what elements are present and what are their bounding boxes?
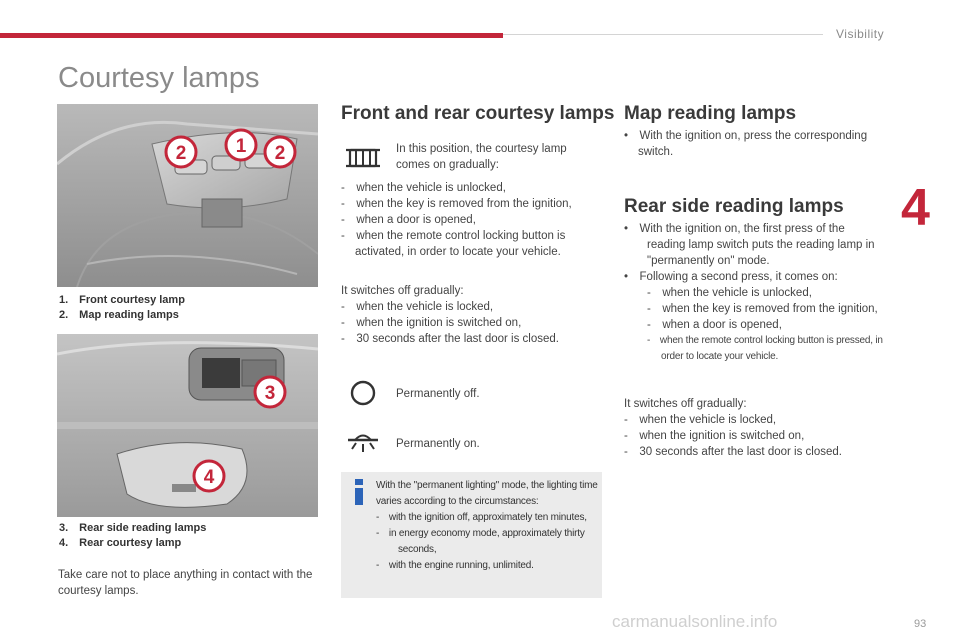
front-rear-heading: Front and rear courtesy lamps [341, 103, 615, 124]
list-title: It switches off gradually: [624, 398, 747, 410]
on-conditions-list [341, 180, 603, 260]
header-accent-bar [0, 33, 503, 38]
photo2-caption [59, 521, 206, 551]
front-lamp-photo [57, 104, 318, 287]
list-item: - when the ignition is switched on, [341, 317, 522, 329]
rear-lamp-illustration [57, 334, 318, 517]
front-lamp-illustration [57, 104, 318, 287]
lamp-on-icon [344, 428, 382, 458]
list-item: - when the key is removed from the ignition, [647, 303, 878, 315]
photo1-caption [59, 293, 185, 323]
section-title: Visibility [836, 27, 885, 41]
chapter-number: 4 [901, 179, 930, 237]
list-item: - when the vehicle is locked, [341, 301, 494, 313]
list-item: - when the vehicle is locked, [624, 414, 777, 426]
list-item: - when the remote control locking button is activated, in order to locate your vehicle. [341, 230, 566, 258]
page-title: Courtesy lamps [58, 62, 260, 94]
map-reading-text: • With the ignition on, press the corresponding switch. [624, 130, 868, 158]
list-item: - when the remote control locking button is pressed, in order to locate your vehicle. [647, 335, 883, 362]
info-icon [351, 479, 367, 505]
list-item: - when the vehicle is unlocked, [341, 182, 506, 194]
list-item: • Following a second press, it comes on: [624, 271, 838, 283]
list-item: - 30 seconds after the last door is closed. [341, 333, 559, 345]
photo2-label-b: 4 [203, 467, 215, 488]
list-item: - with the ignition off, approximately ten minutes, [376, 512, 587, 523]
header-rule [503, 34, 823, 35]
gradual-mode-text: In this position, the courtesy lamp comes on gradually: [396, 143, 567, 171]
permanently-on-text: Permanently on. [396, 438, 480, 450]
photo1-label-c: 2 [274, 143, 286, 164]
list-item: • With the ignition on, the first press of the reading lamp switch puts the reading lamp in "permanently on" mode. [624, 223, 875, 267]
caption-item: 4. Rear courtesy lamp [59, 537, 182, 549]
rear-reading-heading: Rear side reading lamps [624, 196, 844, 217]
list-item: - when the key is removed from the ignition, [341, 198, 572, 210]
lamp-off-icon [346, 378, 384, 408]
watermark: carmanualsonline.info [612, 612, 778, 631]
list-item: - when a door is opened, [647, 319, 782, 331]
map-reading-heading: Map reading lamps [624, 103, 797, 124]
list-item: - when a door is opened, [341, 214, 476, 226]
caption-item: 2. Map reading lamps [59, 309, 179, 321]
caption-item: 1. Front courtesy lamp [59, 294, 185, 306]
caution-note: Take care not to place anything in contact with the courtesy lamps. [58, 569, 313, 597]
list-item: - 30 seconds after the last door is closed. [624, 446, 842, 458]
off-conditions-list [341, 283, 603, 347]
page-number: 93 [914, 618, 927, 630]
list-item: - with the engine running, unlimited. [376, 560, 534, 571]
list-item: - in energy economy mode, approximately thirty seconds, [376, 528, 585, 555]
list-item: - when the ignition is switched on, [624, 430, 805, 442]
list-title: It switches off gradually: [341, 285, 464, 297]
photo1-label-b: 1 [235, 136, 247, 157]
info-text [376, 478, 598, 574]
rear-lamp-photo [57, 334, 318, 517]
list-item: - when the vehicle is unlocked, [647, 287, 812, 299]
photo1-label-a: 2 [175, 143, 187, 164]
info-intro: With the "permanent lighting" mode, the lighting time varies according to the circumstances: [376, 480, 598, 507]
rear-off-conditions-list [624, 396, 886, 460]
rear-reading-text [624, 221, 886, 365]
permanently-off-text: Permanently off. [396, 388, 480, 400]
caption-item: 3. Rear side reading lamps [59, 522, 207, 534]
photo2-label-a: 3 [264, 383, 276, 404]
gradual-lamp-icon [344, 143, 382, 173]
